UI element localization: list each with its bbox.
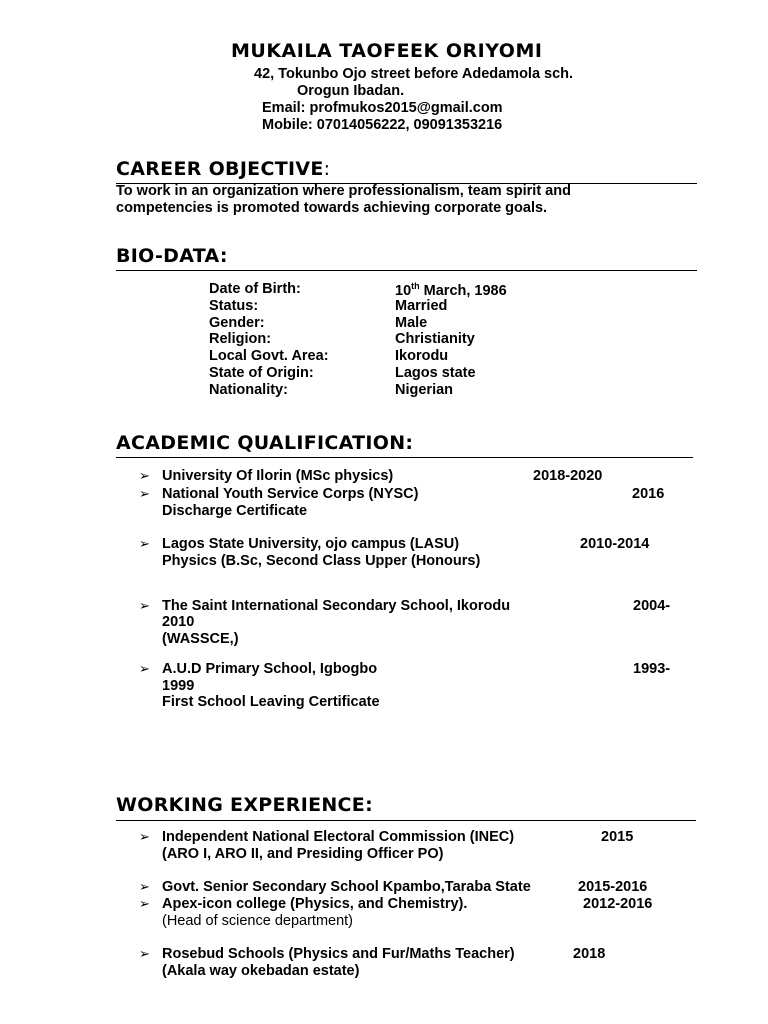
bullet-arrow-icon: ➢ [139, 896, 150, 911]
bio-value-state: Lagos state [395, 365, 476, 381]
dob-rest: March, 1986 [419, 282, 507, 299]
career-objective-colon: : [323, 158, 331, 180]
bio-label-nationality: Nationality: [209, 382, 288, 398]
dob-suffix: th [411, 281, 420, 291]
experience-item-1-title: Independent National Electoral Commission (INEC) [162, 829, 515, 845]
bio-value-gender: Male [395, 315, 428, 331]
bullet-arrow-icon: ➢ [139, 598, 150, 613]
academic-item-5-year: 1993- [633, 661, 671, 677]
bio-label-religion: Religion: [209, 331, 272, 347]
academic-item-1-year: 2018-2020 [533, 468, 603, 484]
academic-item-4-year-end: 2010 [162, 614, 195, 630]
bio-label-status: Status: [209, 298, 259, 314]
academic-item-5-year-end: 1999 [162, 678, 195, 694]
experience-item-2-title: Govt. Senior Secondary School Kpambo,Taraba State [162, 879, 531, 895]
address-line-1: 42, Tokunbo Ojo street before Adedamola sch. [254, 66, 574, 82]
bullet-arrow-icon: ➢ [139, 879, 150, 894]
academic-item-4-detail: (WASSCE,) [162, 631, 239, 647]
experience-item-3-year: 2012-2016 [583, 896, 653, 912]
academic-item-5-detail: First School Leaving Certificate [162, 694, 380, 710]
bio-label-dob: Date of Birth: [209, 281, 301, 297]
bullet-arrow-icon: ➢ [139, 486, 150, 501]
bullet-arrow-icon: ➢ [139, 536, 150, 551]
bio-label-lga: Local Govt. Area: [209, 348, 329, 364]
career-text-line-1: To work in an organization where professionalism, team spirit and [116, 183, 571, 199]
bio-data-heading: BIO-DATA: [116, 245, 228, 267]
experience-item-2-year: 2015-2016 [578, 879, 648, 895]
academic-item-3-detail: Physics (B.Sc, Second Class Upper (Honours) [162, 553, 481, 569]
dob-day: 10 [395, 282, 412, 299]
career-objective-heading [116, 158, 330, 180]
experience-item-1-detail: (ARO I, ARO II, and Presiding Officer PO) [162, 846, 444, 862]
academic-item-2-title: National Youth Service Corps (NYSC) [162, 486, 419, 502]
academic-item-5-title: A.U.D Primary School, Igbogbo [162, 661, 378, 677]
address-line-2: Orogun Ibadan. [297, 83, 405, 99]
academic-item-4-title: The Saint International Secondary School, Ikorodu [162, 598, 511, 614]
experience-item-4-year: 2018 [573, 946, 606, 962]
academic-item-1-title: University Of Ilorin (MSc physics) [162, 468, 394, 484]
academic-heading: ACADEMIC QUALIFICATION: [116, 432, 414, 454]
resume-name: MUKAILA TAOFEEK ORIYOMI [231, 40, 543, 62]
bio-value-status: Married [395, 298, 448, 314]
bio-label-gender: Gender: [209, 315, 265, 331]
bullet-arrow-icon: ➢ [139, 829, 150, 844]
bio-data-divider [116, 270, 697, 271]
academic-item-4-year: 2004- [633, 598, 671, 614]
career-objective-title: CAREER OBJECTIVE [116, 158, 324, 180]
experience-item-1-year: 2015 [601, 829, 634, 845]
working-experience-heading: WORKING EXPERIENCE: [116, 794, 373, 816]
academic-item-3-year: 2010-2014 [580, 536, 650, 552]
bullet-arrow-icon: ➢ [139, 468, 150, 483]
experience-divider [116, 820, 696, 821]
experience-item-4-title: Rosebud Schools (Physics and Fur/Maths Teacher) [162, 946, 515, 962]
experience-item-3-title: Apex-icon college (Physics, and Chemistry). [162, 896, 468, 912]
experience-item-3-detail: (Head of science department) [162, 913, 354, 929]
career-text-line-2: competencies is promoted towards achieving corporate goals. [116, 200, 548, 216]
academic-divider [116, 457, 693, 458]
bio-value-nationality: Nigerian [395, 382, 454, 398]
bullet-arrow-icon: ➢ [139, 946, 150, 961]
bio-value-dob [395, 281, 507, 299]
email-line: Email: profmukos2015@gmail.com [262, 100, 503, 116]
bio-value-lga: Ikorodu [395, 348, 449, 364]
mobile-line: Mobile: 07014056222, 09091353216 [262, 117, 503, 133]
academic-item-2-year: 2016 [632, 486, 665, 502]
bullet-arrow-icon: ➢ [139, 661, 150, 676]
bio-label-state: State of Origin: [209, 365, 314, 381]
bio-value-religion: Christianity [395, 331, 475, 347]
experience-item-4-detail: (Akala way okebadan estate) [162, 963, 360, 979]
academic-item-3-title: Lagos State University, ojo campus (LASU) [162, 536, 460, 552]
academic-item-2-detail: Discharge Certificate [162, 503, 308, 519]
